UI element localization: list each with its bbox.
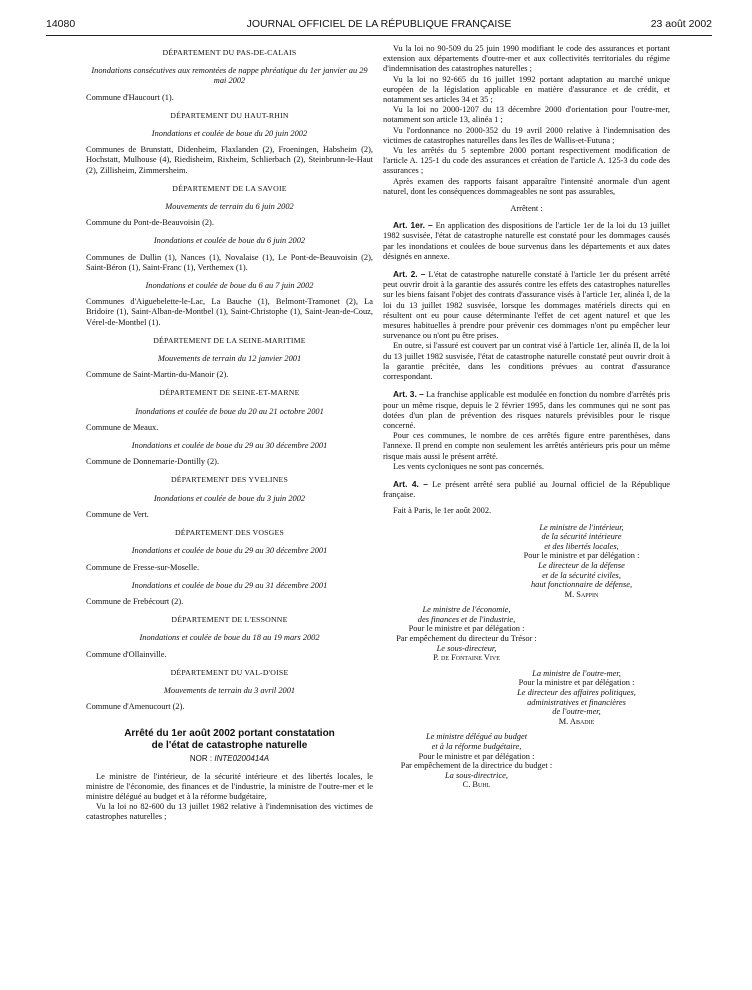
article-2-paragraph: En outre, si l'assuré est couvert par un contrat visé à l'article 1er, alinéa II, de la loi du 13 juillet 1982 susvisée, l'état de catastrophe naturelle constaté peut ouvrir droit à la garantie précitée, dans les conditions prévues au contrat d'assurance correspondant. [383,341,670,382]
communes-list: Communes de Dullin (1), Nances (1), Novalaise (1), Le Pont-de-Beauvoisin (2), Saint-Béron (1), Saint-Franc (1), Verthemex (1). [86,252,373,272]
visa-paragraph: Vu la loi no 92-665 du 16 juillet 1992 portant adaptation au marché unique européen de la législation applicable en matière d'assurance et de crédit, et notamment ses articles 34 et 35 ; [383,74,670,105]
signatory-name: P. de Fontaine Vive [433,653,500,663]
event-description: Inondations et coulée de boue du 6 juin 2002 [153,236,306,246]
event-description: Mouvements de terrain du 6 juin 2002 [165,202,294,212]
signature-line: La sous-directrice, [445,770,508,780]
event-description: Inondations et coulée de boue du 20 au 21 octobre 2001 [135,406,324,416]
communes-list: Commune de Meaux. [86,422,159,432]
department-heading: DÉPARTEMENT DU HAUT-RHIN [170,110,289,120]
signature-line: de l'outre-mer, [552,707,601,717]
signing-place-date: Fait à Paris, le 1er août 2002. [393,506,492,516]
signatory-name: M. Sappin [564,589,599,599]
article-4 [383,479,670,500]
article-2 [383,269,670,341]
signature-line: et des libertés locales, [544,541,619,551]
nor-code: INTE0200414A [214,754,270,764]
communes-list: Commune d'Ollainville. [86,649,167,659]
event-description: Inondations et coulée de boue du 3 juin 2002 [153,493,306,503]
event-description: Inondations et coulée de boue du 6 au 7 juin 2002 [145,281,314,291]
communes-list: Commune du Pont-de-Beauvoisin (2). [86,218,214,228]
article-label: Art. 4. – [393,478,428,489]
signature-line: Par empêchement du directeur du Trésor : [396,634,537,644]
department-heading: DÉPARTEMENT DES YVELINES [170,475,289,485]
article-text: Le présent arrêté sera publié au Journal officiel de la République française. [383,479,670,500]
signature-line: de la sécurité intérieure [541,532,622,542]
signature-line: des finances et de l'industrie, [417,614,516,624]
communes-list: Commune de Donnemarie-Dontilly (2). [86,457,220,467]
arrete-title-line: de l'état de catastrophe naturelle [151,739,308,751]
article-text: En application des dispositions de l'article 1er de la loi du 13 juillet 1982 susvisée, l'état de catastrophe naturelle est constaté pour les dommages causés par les inondations et coulées de boue survenus dans les départements et aux dates désignés en annexe. [383,221,670,261]
department-heading: DÉPARTEMENT DE LA SAVOIE [172,183,287,193]
page-number: 14080 [46,18,76,30]
signature-line: Pour le ministre et par délégation : [408,624,525,634]
signature-line: Le ministre délégué au budget [425,732,528,742]
signature-line: Pour la ministre et par délégation : [518,678,635,688]
signature-line: Le ministre de l'économie, [422,605,511,615]
event-description: Inondations consécutives aux remontées de nappe phréatique du 1er janvier au 29 mai 2002 [91,66,368,86]
arrete-title [86,728,373,751]
department-heading: DÉPARTEMENT DU VAL-D'OISE [170,667,289,677]
signature-line: Le sous-directeur, [436,643,497,653]
article-label: Art. 1er. – [393,220,433,231]
communes-list: Commune d'Haucourt (1). [86,92,174,102]
signature-block-interior [493,523,670,600]
signature-line: Le ministre de l'intérieur, [539,522,624,532]
department-heading: DÉPARTEMENT DE L'ESSONNE [171,615,288,625]
event-description: Inondations et coulée de boue du 18 au 19 mars 2002 [139,633,320,643]
communes-list: Commune d'Amenucourt (2). [86,702,185,712]
event-description: Mouvements de terrain du 3 avril 2001 [163,685,296,695]
article-3 [383,389,670,431]
signatory-name: M. Abadie [558,716,595,726]
visa-paragraph: Vu la loi no 90-509 du 25 juin 1990 modifiant le code des assurances et portant extension aux départements d'outre-mer et aux collectivités territoriales du régime d'indemnisation des catastrophes naturelles ; [383,44,670,74]
communes-list: Commune de Vert. [86,509,149,519]
communes-list: Communes d'Aiguebelette-le-Lac, La Bauche (1), Belmont-Tramonet (2), La Bridoire (1), Saint-Alban-de-Montbel (1), Saint-Christophe (1), Saint-Jean-de-Couz, Vérel-de-Montbel (1). [86,297,373,327]
signature-line: et de la sécurité civiles, [542,570,621,580]
event-description: Inondations et coulée de boue du 20 juin 2002 [151,129,308,139]
event-description: Mouvements de terrain du 12 janvier 2001 [157,354,302,364]
article-text: L'état de catastrophe naturelle constaté à l'article 1er du présent arrêté peut ouvrir droit à la garantie des assurés contre les effets des catastrophes naturelles sur les biens faisant l'objet des contrats d'assurance visés à l'article 1er, alinéa I, de la loi du 13 juillet 1982 susvisée, lorsque les dommages matériels directs qui en résultent ont eu pour cause déterminante l'effet de cet agent naturel et que les mesures habituelles à prendre pour prévenir ces dommages n'ont pu empêcher leur survenance ou n'ont pu être prises. [383,270,670,341]
signature-line: Le directeur des affaires politiques, [517,688,636,698]
event-description: Inondations et coulée de boue du 29 au 30 décembre 2001 [131,441,328,451]
communes-list: Commune de Saint-Martin-du-Manoir (2). [86,370,229,380]
department-heading: DÉPARTEMENT DES VOSGES [174,528,285,538]
article-label: Art. 3. – [393,389,424,400]
signature-block-outremer [483,669,670,727]
signature-line: Pour le ministre et par délégation : [523,551,640,561]
arrete-title-line: Arrêté du 1er août 2002 portant constatation [124,728,335,740]
visa-paragraph: Après examen des rapports faisant apparaître l'intensité anormale d'un agent naturel, dont les conséquences dommageables ne sont pas assurables, [383,176,670,196]
visa-paragraph: Vu l'ordonnance no 2000-352 du 19 avril 2000 relative à l'indemnisation des victimes de catastrophes naturelles dans les îles de Wallis-et-Futuna ; [383,125,670,145]
event-description: Inondations et coulée de boue du 29 au 30 décembre 2001 [131,546,328,556]
communes-list: Commune de Fresse-sur-Moselle. [86,562,200,572]
article-3-paragraph: Pour ces communes, le nombre de ces arrêtés figure entre parenthèses, dans l'annexe. Il prend en compte non seulement les arrêtés antérieurs pris pour un même risque mais aussi le présent arrêté. [383,431,670,461]
signature-line: haut fonctionnaire de défense, [530,580,633,590]
communes-list: Communes de Brunstatt, Didenheim, Flaxlanden (2), Froeningen, Habsheim (2), Hochstatt, Mulhouse (4), Riedisheim, Rixheim, Schlierbach (2), Steinbrunn-le-Haut (2), Zillisheim, Zimmersheim. [86,145,373,175]
visa-paragraph: Vu la loi no 2000-1207 du 13 décembre 2000 d'orientation pour l'outre-mer, notamment son article 13, alinéa 1 ; [383,105,670,125]
article-3-paragraph: Les vents cycloniques ne sont pas concernés. [393,461,544,471]
article-text: La franchise applicable est modulée en fonction du nombre d'arrêtés pris pour un même risque, depuis le 2 février 1995, dans les communes qui ne sont pas dotées d'un plan de prévention des risques naturels prévisibles pour le risque concerné. [383,390,670,430]
signature-block-budget [383,732,570,790]
nor-label: NOR : [189,754,213,764]
article-1 [383,220,670,262]
visa-paragraph: Vu les arrêtés du 5 septembre 2000 portant respectivement modification de l'article A. 125-1 du code des assurances et création de l'article A. 125-3 du code des assurances ; [383,146,670,176]
signature-line: et à la réforme budgétaire, [431,742,522,751]
left-column [86,44,373,823]
signature-block-economy [383,605,550,663]
visa-paragraph: Vu la loi no 82-600 du 13 juillet 1982 relative à l'indemnisation des victimes de catastrophes naturelles ; [86,802,373,822]
issue-date: 23 août 2002 [650,18,712,30]
signature-line: Pour le ministre et par délégation : [418,751,535,761]
department-heading: DÉPARTEMENT DE SEINE-ET-MARNE [159,388,300,398]
communes-list: Commune de Frebécourt (2). [86,596,184,606]
preamble-paragraph: Le ministre de l'intérieur, de la sécurité intérieure et des libertés locales, le ministre de l'économie, des finances et de l'industrie, la ministre de l'outre-mer et le ministre délégué au budget et à la réforme budgétaire, [86,771,373,801]
signature-line: Le directeur de la défense [538,560,625,570]
article-label: Art. 2. – [393,269,426,280]
department-heading: DÉPARTEMENT DE LA SEINE-MARITIME [153,335,306,345]
right-column [383,44,670,790]
arretent-heading: Arrêtent : [510,204,543,214]
signatory-name: C. Buhl [462,780,491,790]
nor-reference [86,754,373,764]
signature-line: administratives et financières [527,697,626,707]
signature-line: Par empêchement de la directrice du budget : [400,761,553,771]
header-rule [46,35,712,36]
page-header [46,18,712,34]
event-description: Inondations et coulée de boue du 29 au 31 décembre 2001 [131,580,328,590]
journal-title: JOURNAL OFFICIEL DE LA RÉPUBLIQUE FRANÇAISE [246,18,512,30]
department-heading: DÉPARTEMENT DU PAS-DE-CALAIS [162,48,297,57]
signature-line: La ministre de l'outre-mer, [532,668,621,678]
